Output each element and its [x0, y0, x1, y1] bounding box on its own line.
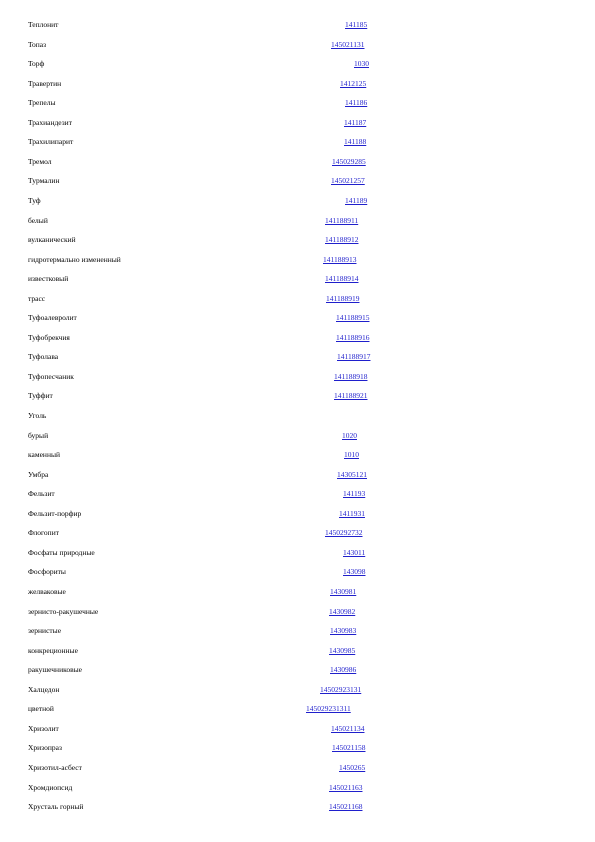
- mineral-name: Хрусталь горный: [28, 802, 84, 811]
- mineral-code-link[interactable]: 141188918: [334, 371, 368, 381]
- mineral-name: Умбра: [28, 469, 49, 479]
- mineral-code-link[interactable]: 145021168: [329, 802, 363, 811]
- mineral-code-link[interactable]: 145021158: [332, 743, 366, 753]
- table-row: [0, 645, 595, 657]
- mineral-name: трасс: [28, 293, 46, 303]
- mineral-name: Торф: [28, 59, 45, 69]
- mineral-name: Турмалин: [28, 176, 60, 186]
- table-row: [0, 430, 595, 442]
- mineral-name: зернисто-ракушечные: [28, 606, 99, 616]
- mineral-code-link[interactable]: 145021131: [331, 39, 365, 49]
- mineral-name: Хромдиопсид: [28, 782, 73, 792]
- mineral-code-link[interactable]: 145021257: [331, 176, 365, 186]
- table-row: [0, 78, 595, 90]
- table-row: [0, 684, 595, 696]
- mineral-code-link[interactable]: 141186: [345, 98, 368, 108]
- mineral-name: Травертин: [28, 78, 62, 88]
- mineral-name: Туф: [28, 196, 41, 205]
- mineral-name: Тремол: [28, 156, 52, 166]
- table-row: [0, 332, 595, 344]
- table-row: [0, 117, 595, 129]
- table-row: [0, 606, 595, 618]
- table-row: [0, 175, 595, 187]
- mineral-name: желваковые: [28, 587, 66, 596]
- mineral-name: конкреционные: [28, 645, 78, 655]
- table-row: [0, 215, 595, 227]
- mineral-code-link[interactable]: 141187: [344, 117, 367, 127]
- table-row: [0, 97, 595, 109]
- table-row: [0, 762, 595, 774]
- table-row: [0, 527, 595, 539]
- mineral-name: белый: [28, 215, 48, 225]
- table-row: [0, 39, 595, 51]
- mineral-code-link[interactable]: 141188: [344, 137, 367, 147]
- mineral-name: Фосфориты: [28, 567, 66, 577]
- mineral-name: Теплонит: [28, 20, 59, 29]
- table-row: [0, 782, 595, 794]
- mineral-code-link[interactable]: 1430985: [329, 645, 356, 655]
- mineral-name: каменный: [28, 450, 61, 460]
- table-row: [0, 136, 595, 148]
- table-row: [0, 723, 595, 735]
- mineral-code-link[interactable]: 145021163: [329, 782, 363, 792]
- mineral-code-link[interactable]: 143011: [343, 547, 366, 557]
- mineral-code-link[interactable]: 141188914: [325, 274, 359, 284]
- mineral-name: Туфобрекчия: [28, 332, 70, 342]
- mineral-code-link[interactable]: 145021134: [331, 723, 365, 733]
- table-row: [0, 351, 595, 363]
- mineral-code-link[interactable]: 1430986: [330, 665, 357, 675]
- mineral-name: Хризолит: [28, 723, 59, 733]
- mineral-code-link[interactable]: 14305121: [337, 469, 367, 479]
- mineral-code-link[interactable]: 1030: [354, 59, 369, 69]
- mineral-code-link[interactable]: 141188916: [336, 332, 370, 342]
- mineral-name: цветной: [28, 704, 54, 714]
- mineral-code-link[interactable]: 141189: [345, 196, 368, 205]
- table-row: [0, 19, 595, 31]
- table-row: [0, 254, 595, 266]
- mineral-code-link[interactable]: 1430982: [329, 606, 356, 616]
- mineral-name: Хризотил-асбест: [28, 762, 82, 772]
- mineral-code-link[interactable]: 1450292732: [325, 528, 363, 538]
- table-row: [0, 390, 595, 402]
- mineral-name: вулканический: [28, 235, 76, 245]
- mineral-name: бурый: [28, 430, 49, 440]
- mineral-code-link[interactable]: 143098: [343, 567, 366, 577]
- mineral-code-link[interactable]: 141185: [345, 20, 368, 29]
- table-row: [0, 742, 595, 754]
- table-row: [0, 273, 595, 285]
- mineral-code-link[interactable]: 1412125: [340, 78, 367, 88]
- mineral-name: зернистые: [28, 626, 62, 636]
- mineral-name: Халцедон: [28, 684, 60, 694]
- mineral-name: Хризопраз: [28, 743, 62, 753]
- mineral-code-link[interactable]: 1450265: [339, 762, 366, 772]
- table-row: [0, 371, 595, 383]
- table-row: [0, 566, 595, 578]
- table-row: [0, 703, 595, 715]
- mineral-name: Флогопит: [28, 528, 59, 538]
- mineral-code-link[interactable]: 141188913: [323, 254, 357, 264]
- table-row: [0, 586, 595, 598]
- mineral-code-link[interactable]: 1430981: [330, 587, 357, 596]
- table-row: [0, 156, 595, 168]
- table-row: [0, 469, 595, 481]
- mineral-name: Трахиандезит: [28, 117, 72, 127]
- mineral-code-link[interactable]: 141188911: [325, 215, 359, 225]
- mineral-name: Трахилипарит: [28, 137, 74, 147]
- table-row: [0, 801, 595, 813]
- mineral-code-link[interactable]: 141188917: [337, 352, 371, 362]
- mineral-name: Туфолава: [28, 352, 59, 362]
- mineral-name: Туфоалевролит: [28, 313, 77, 323]
- mineral-code-link[interactable]: 145029285: [332, 156, 366, 166]
- table-row: [0, 195, 595, 207]
- mineral-code-link[interactable]: 145029231311: [306, 704, 351, 714]
- mineral-code-link[interactable]: 141188921: [334, 391, 368, 401]
- table-row: [0, 508, 595, 520]
- table-row: [0, 58, 595, 70]
- table-row: [0, 449, 595, 461]
- mineral-code-link[interactable]: 141188912: [325, 235, 359, 245]
- mineral-name: Фельзит: [28, 489, 55, 499]
- mineral-code-link[interactable]: 1411931: [339, 508, 365, 518]
- table-row: [0, 664, 595, 676]
- table-row: [0, 293, 595, 305]
- mineral-code-link[interactable]: 14502923131: [320, 684, 362, 694]
- mineral-name: гидротермально измененный: [28, 254, 121, 264]
- mineral-code-link[interactable]: 141188919: [326, 293, 360, 303]
- mineral-name: известковый: [28, 274, 69, 284]
- mineral-name: Туффит: [28, 391, 53, 401]
- table-row: [0, 312, 595, 324]
- table-row: [0, 547, 595, 559]
- mineral-name: Трепелы: [28, 98, 56, 108]
- table-row: [0, 625, 595, 637]
- mineral-name: Уголь: [28, 411, 47, 420]
- mineral-code-link[interactable]: 141193: [343, 489, 366, 499]
- table-row: [0, 234, 595, 246]
- mineral-name: Туфопесчаник: [28, 371, 74, 381]
- mineral-name: ракушечниковые: [28, 665, 83, 675]
- mineral-code-link[interactable]: 1020: [342, 430, 357, 440]
- table-row: [0, 410, 595, 422]
- mineral-name: Фосфаты природные: [28, 547, 95, 557]
- table-row: [0, 488, 595, 500]
- mineral-name: Топаз: [28, 39, 47, 49]
- mineral-name: Фельзит-порфир: [28, 508, 82, 518]
- mineral-code-link[interactable]: 1010: [344, 450, 359, 460]
- mineral-code-link[interactable]: 1430983: [330, 626, 357, 636]
- mineral-code-link[interactable]: 141188915: [336, 313, 370, 323]
